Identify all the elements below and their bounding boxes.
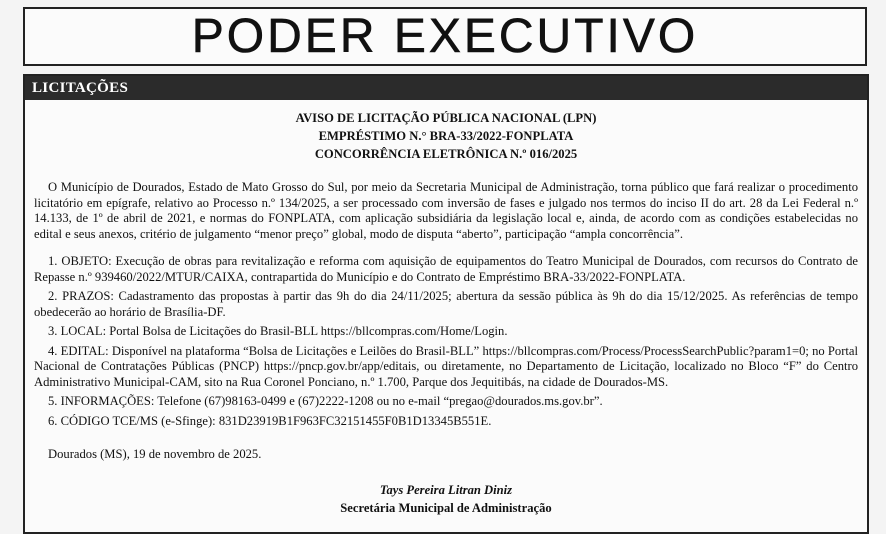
section-title: LICITAÇÕES: [25, 76, 867, 100]
notice-heading-line-2: EMPRÉSTIMO N.° BRA-33/2022-FONPLATA: [318, 129, 574, 143]
signer-name: Tays Pereira Litran Diniz: [379, 482, 513, 497]
notice-date-line: Dourados (MS), 19 de novembro de 2025.: [48, 447, 262, 461]
masthead: [23, 7, 867, 66]
notice-item-local: 3. LOCAL: Portal Bolsa de Licitações do Brasil-BLL https://bllcompras.com/Home/Login.: [48, 324, 508, 338]
signer-role: Secretária Municipal de Administração: [340, 500, 552, 515]
notice-heading-line-1: AVISO DE LICITAÇÃO PÚBLICA NACIONAL (LPN): [295, 111, 597, 125]
notice-item-codigo-tce: 6. CÓDIGO TCE/MS (e-Sfinge): 831D23919B1F963FC32151455F0B1D13345B551E.: [48, 413, 492, 428]
masthead-title: PODER EXECUTIVO: [191, 9, 699, 63]
notice-heading: [34, 109, 858, 163]
notice-intro-paragraph: O Município de Dourados, Estado de Mato Grosso do Sul, por meio da Secretaria Municipal de Administração, torna público que fará realizar o procedimento licitatório em epígrafe, relativo ao Processo n.º 134/2025, a ser processado com inversão de fases e julgado nos termos do inciso II do art. 28 da Lei Federal n.º 14.133, de 1º de abril de 2021, e normas do FONPLATA, com aplicação subsidiária da legislação local e, ainda, de acordo com as condições estabelecidas no edital e seus anexos, critério de julgamento “menor preço” global, modo de disputa “aberto”, participação “ampla concorrência”.: [34, 180, 858, 241]
notice-content: [25, 109, 867, 516]
notice-item-objeto: 1. OBJETO: Execução de obras para revitalização e reforma com aquisição de equipamentos do Teatro Municipal de Dourados, com recursos do Contrato de Repasse n.º 939460/2022/MTUR/CAIXA, contrapartida do Município e do Contrato de Empréstimo BRA-33/2022-FONPLATA.: [34, 254, 858, 284]
notice-item-prazos: 2. PRAZOS: Cadastramento das propostas à partir das 9h do dia 24/11/2025; abertura da sessão pública às 9h do dia 15/12/2025. As referências de tempo obedecerão ao horário de Brasília-DF.: [34, 289, 858, 319]
notice-item-edital: 4. EDITAL: Disponível na plataforma “Bolsa de Licitações e Leilões do Brasil-BLL” https://bllcompras.com/Process/ProcessSearchPublic?param1=0; no Portal Nacional de Contratações Públicas (PNCP) https://pncp.gov.br/app/editais, ou diretamente, no Departamento de Licitação, localizado no Bloco “F” do Centro Administrativo Municipal-CAM, sito na Rua Coronel Ponciano, n.º 1.700, Parque dos Jequitibás, na cidade de Dourados-MS.: [34, 343, 858, 389]
notice-frame: [23, 74, 869, 534]
notice-heading-line-3: CONCORRÊNCIA ELETRÔNICA N.º 016/2025: [314, 147, 578, 161]
notice-item-informacoes: 5. INFORMAÇÕES: Telefone (67)98163-0499 e (67)2222-1208 ou no e-mail “pregao@dourados.ms.gov.br”.: [48, 394, 603, 408]
